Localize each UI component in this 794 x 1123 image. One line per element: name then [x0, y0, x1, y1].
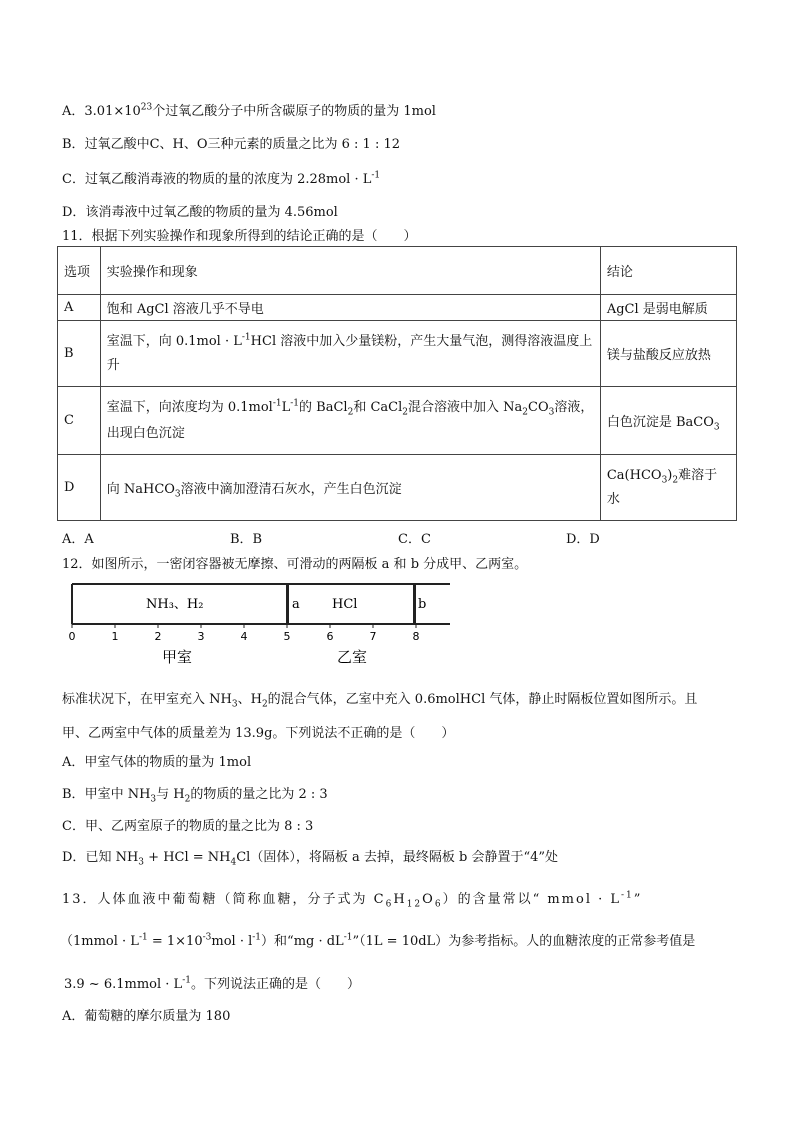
container-diagram [62, 578, 454, 668]
q11-experiment-table [57, 246, 737, 521]
row-b-option: B [58, 321, 101, 387]
q13-option-a: A．葡萄糖的摩尔质量为 180 [62, 1009, 231, 1024]
left-gas-label: NH₃、H₂ [146, 597, 204, 612]
partition-b-bar [413, 584, 416, 624]
row-d-conclusion: $Ca(HCO_3)_2$难溶于水 [600, 455, 736, 521]
q10-option-a: A．$3.01\times 10^{23}$个过氧乙酸分子中所含碳原子的物质的量为 1mol [62, 102, 436, 119]
table-row [58, 387, 737, 455]
scale-tick-label: 5 [283, 630, 291, 643]
q11-stem: 11．根据下列实验操作和现象所得到的结论正确的是（ ） [62, 229, 417, 244]
scale-tick-label: 6 [326, 630, 334, 643]
q10-option-b: B．过氧乙酸中C、H、O三种元素的质量之比为 6 : 1 : 12 [62, 137, 401, 152]
scale-tick-label: 4 [240, 630, 248, 643]
row-a-operation: 饱和 AgCl 溶液几乎不导电 [100, 295, 600, 321]
q12-option-d: D．已知 $NH_3$ + HCl = $NH_4Cl$（固体），将隔板 a 去掉，最终隔板 b 会静置于“4”处 [62, 850, 559, 868]
q12-body-line1: 标准状况下，在甲室充入 $NH_3$、$H_2$的混合气体，乙室中充入 0.6molHCl 气体，静止时隔板位置如图所示。且 [62, 692, 698, 710]
answer-option-a: A．A [62, 532, 94, 547]
row-d-option: D [58, 455, 101, 521]
scale-tick-label: 0 [68, 630, 76, 643]
table-row [58, 455, 737, 521]
q13-stem-line3: 3.9 ~ 6.1mmol · $L^{-1}$。下列说法正确的是（ ） [64, 975, 360, 992]
row-a-conclusion: AgCl 是弱电解质 [600, 295, 736, 321]
q12-option-a: A．甲室气体的物质的量为 1mol [62, 755, 252, 770]
right-room-label: 乙室 [337, 648, 368, 666]
q10-option-c: C．过氧乙酸消毒液的物质的量的浓度为 $2.28mol \cdot L^{-1}$ [62, 170, 381, 187]
header-operation: 实验操作和现象 [100, 247, 600, 295]
answer-option-d: D．D [566, 532, 600, 547]
header-option: 选项 [58, 247, 101, 295]
scale-tick-label: 7 [369, 630, 377, 643]
row-d-operation: 向 NaHCO$_3$溶液中滴加澄清石灰水，产生白色沉淀 [100, 455, 600, 521]
table-row [58, 295, 737, 321]
q12-option-b: B．甲室中 $NH_3$与 $H_2$的物质的量之比为 2 : 3 [62, 787, 328, 805]
table-row [58, 321, 737, 387]
partition-b-label: b [418, 597, 427, 612]
q12-stem: 12．如图所示，一密闭容器被无摩擦、可滑动的两隔板 a 和 b 分成甲、乙两室。 [62, 557, 528, 572]
row-c-conclusion: 白色沉淀是 BaCO$_3$ [600, 387, 736, 455]
scale-tick-label: 3 [197, 630, 205, 643]
partition-a-label: a [292, 597, 300, 612]
answer-option-b: B．B [230, 532, 263, 547]
q10-option-d: D．该消毒液中过氧乙酸的物质的量为 4.56mol [62, 205, 338, 220]
q13-stem-line2: （1mmol · $L^{-1} = 1\times 10^{-3}mol \cdot l^{-1}$）和“mg · $dL^{-1}”(1L = 10dL)$为参考指标。人的血糖浓度的正常参考值是 [60, 932, 696, 949]
scale-tick-label: 8 [412, 630, 420, 643]
row-b-operation: 室温下，向 $0.1mol \cdot L^{-1}HCl$ 溶液中加入少量镁粉，产生大量气泡，测得溶液温度上升 [100, 321, 600, 387]
row-b-conclusion: 镁与盐酸反应放热 [600, 321, 736, 387]
q13-stem-line1: 13．人体血液中葡萄糖（简称血糖，分子式为 $C_6H_{12}O_6$）的含量常以“ mmol · $L^{-1}$” [62, 890, 643, 910]
row-c-option: C [58, 387, 101, 455]
scale-tick-label: 1 [111, 630, 119, 643]
q12-option-c: C．甲、乙两室原子的物质的量之比为 8 : 3 [62, 819, 314, 834]
left-room-label: 甲室 [162, 648, 193, 666]
header-conclusion: 结论 [600, 247, 736, 295]
answer-option-c: C．C [398, 532, 431, 547]
partition-a-bar [286, 584, 289, 624]
row-c-operation: 室温下，向浓度均为 $0.1mol^{-1}L^{-1}$的 BaCl$_2$和 CaCl$_2$混合溶液中加入 $Na_2CO_3$溶液，出现白色沉淀 [100, 387, 600, 455]
row-a-option: A [58, 295, 101, 321]
right-gas-label: HCl [332, 597, 358, 612]
table-header-row [58, 247, 737, 295]
q12-body-line2: 甲、乙两室中气体的质量差为 13.9g。下列说法不正确的是（ ） [62, 726, 455, 741]
scale-ticks [69, 624, 420, 643]
scale-tick-label: 2 [154, 630, 162, 643]
